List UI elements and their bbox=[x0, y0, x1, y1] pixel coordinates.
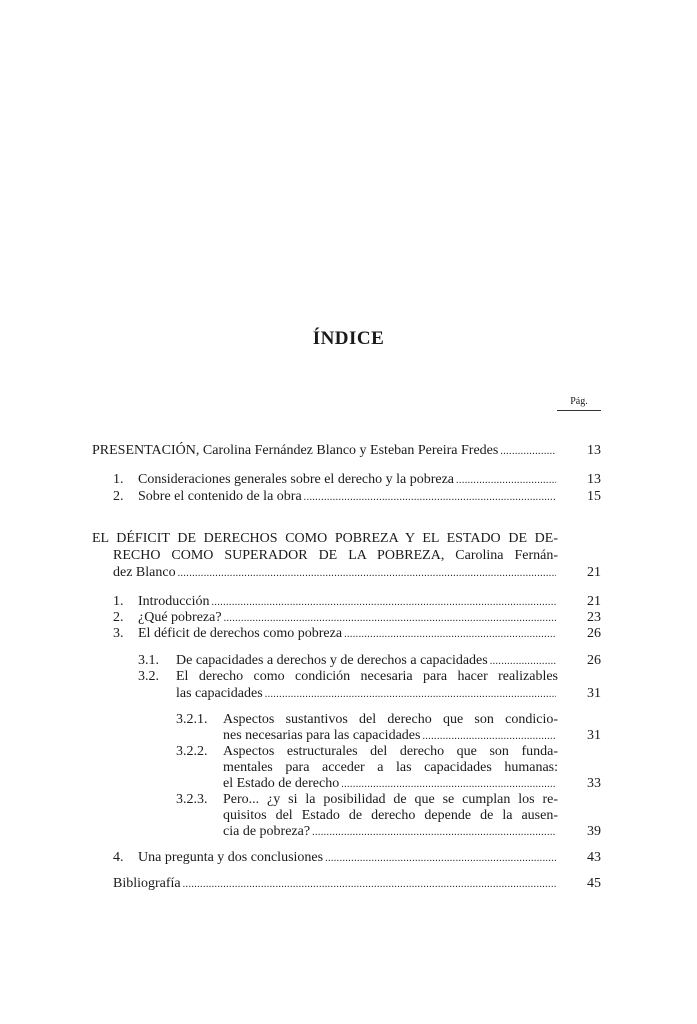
toc-page-number: 13 bbox=[587, 472, 601, 487]
toc-entry-number: 3.2.2. bbox=[176, 744, 208, 759]
toc-entry-label: Bibliografía bbox=[113, 876, 181, 891]
dot-leader bbox=[265, 687, 556, 703]
toc-page-number: 39 bbox=[587, 824, 601, 839]
toc-entry-contenido[interactable] bbox=[138, 489, 558, 505]
dot-leader bbox=[422, 729, 556, 745]
toc-page-number: 43 bbox=[587, 850, 601, 865]
toc-entry-deficit-line1[interactable]: EL DÉFICIT DE DERECHOS COMO POBREZA Y EL ESTADO DE DE- bbox=[92, 531, 558, 546]
toc-entry-introduccion[interactable] bbox=[138, 594, 558, 610]
toc-entry-number: 3.2. bbox=[138, 669, 159, 684]
toc-page-number: 33 bbox=[587, 776, 601, 791]
toc-entry-capacidades-derechos[interactable] bbox=[176, 653, 558, 669]
toc-entry-aspectos-estructurales-line1[interactable]: Aspectos estructurales del derecho que son funda- bbox=[223, 744, 558, 759]
toc-entry-aspectos-estructurales-line3[interactable] bbox=[223, 776, 558, 792]
toc-entry-label: De capacidades a derechos y de derechos a capacidades bbox=[176, 653, 488, 668]
toc-entry-label: cia de pobreza? bbox=[223, 824, 311, 839]
toc-entry-que-pobreza[interactable] bbox=[138, 610, 558, 626]
toc-entry-label: PRESENTACIÓN, Carolina Fernández Blanco y Esteban Pereira Fredes bbox=[92, 443, 499, 458]
toc-page-number: 13 bbox=[587, 443, 601, 458]
toc-entry-number: 4. bbox=[113, 850, 124, 865]
toc-entry-aspectos-estructurales-line2[interactable]: mentales para acceder a las capacidades humanas: bbox=[223, 760, 558, 775]
toc-entry-label: dez Blanco bbox=[113, 565, 176, 580]
toc-entry-bibliografia[interactable] bbox=[113, 876, 558, 892]
dot-leader bbox=[183, 877, 556, 893]
toc-entry-number: 3.1. bbox=[138, 653, 159, 668]
toc-entry-aspectos-sustantivos-line2[interactable] bbox=[223, 728, 558, 744]
toc-entry-conclusiones[interactable] bbox=[138, 850, 558, 866]
toc-entry-deficit-line3[interactable] bbox=[113, 565, 558, 581]
toc-entry-deficit-line2[interactable]: RECHO COMO SUPERADOR DE LA POBREZA, Carolina Fernán- bbox=[113, 548, 558, 563]
toc-entry-presentacion[interactable] bbox=[92, 443, 558, 459]
dot-leader bbox=[325, 851, 556, 867]
toc-page-number: 15 bbox=[587, 489, 601, 504]
toc-entry-label: El déficit de derechos como pobreza bbox=[138, 626, 343, 641]
toc-page-number: 26 bbox=[587, 653, 601, 668]
dot-leader bbox=[224, 611, 556, 627]
toc-entry-label: Sobre el contenido de la obra bbox=[138, 489, 302, 504]
toc-entry-label: Consideraciones generales sobre el derecho y la pobreza bbox=[138, 472, 455, 487]
toc-entry-label: nes necesarias para las capacidades bbox=[223, 728, 421, 743]
toc-entry-number: 2. bbox=[113, 610, 124, 625]
toc-entry-number: 1. bbox=[113, 472, 124, 487]
dot-leader bbox=[500, 444, 556, 460]
toc-entry-consideraciones[interactable] bbox=[138, 472, 558, 488]
dot-leader bbox=[344, 627, 556, 643]
toc-entry-pero-line1[interactable]: Pero... ¿y si la posibilidad de que se cumplan los re- bbox=[223, 792, 558, 807]
toc-page-number: 23 bbox=[587, 610, 601, 625]
toc-entry-aspectos-sustantivos-line1[interactable]: Aspectos sustantivos del derecho que son condicio- bbox=[223, 712, 558, 727]
dot-leader bbox=[304, 490, 556, 506]
toc-page-number: 26 bbox=[587, 626, 601, 641]
toc-entry-pero-line3[interactable] bbox=[223, 824, 558, 840]
toc-entry-condicion-necesaria-line1[interactable]: El derecho como condición necesaria para hacer realizables bbox=[176, 669, 558, 684]
toc-entry-label: Introducción bbox=[138, 594, 210, 609]
toc-entry-number: 1. bbox=[113, 594, 124, 609]
toc-entry-label: las capacidades bbox=[176, 686, 263, 701]
toc-entry-number: 2. bbox=[113, 489, 124, 504]
toc-page-number: 45 bbox=[587, 876, 601, 891]
dot-leader bbox=[490, 654, 556, 670]
toc-entry-deficit-derechos[interactable] bbox=[138, 626, 558, 642]
toc-entry-number: 3. bbox=[113, 626, 124, 641]
dot-leader bbox=[178, 566, 556, 582]
toc-entry-label: Una pregunta y dos conclusiones bbox=[138, 850, 324, 865]
toc-entry-pero-line2[interactable]: quisitos del Estado de derecho depende de la ausen- bbox=[223, 808, 558, 823]
toc-entry-number: 3.2.3. bbox=[176, 792, 208, 807]
toc-entry-label: el Estado de derecho bbox=[223, 776, 340, 791]
toc-entry-condicion-necesaria-line2[interactable] bbox=[176, 686, 558, 702]
toc-entry-label: ¿Qué pobreza? bbox=[138, 610, 222, 625]
toc-page-number: 21 bbox=[587, 565, 601, 580]
toc-page-number: 31 bbox=[587, 728, 601, 743]
dot-leader bbox=[341, 777, 556, 793]
dot-leader bbox=[312, 825, 556, 841]
toc-page-number: 21 bbox=[587, 594, 601, 609]
page-column-label: Pág. bbox=[557, 396, 601, 411]
toc-page-number: 31 bbox=[587, 686, 601, 701]
dot-leader bbox=[212, 595, 556, 611]
dot-leader bbox=[456, 473, 556, 489]
page-title: ÍNDICE bbox=[312, 328, 385, 349]
toc-entry-number: 3.2.1. bbox=[176, 712, 208, 727]
